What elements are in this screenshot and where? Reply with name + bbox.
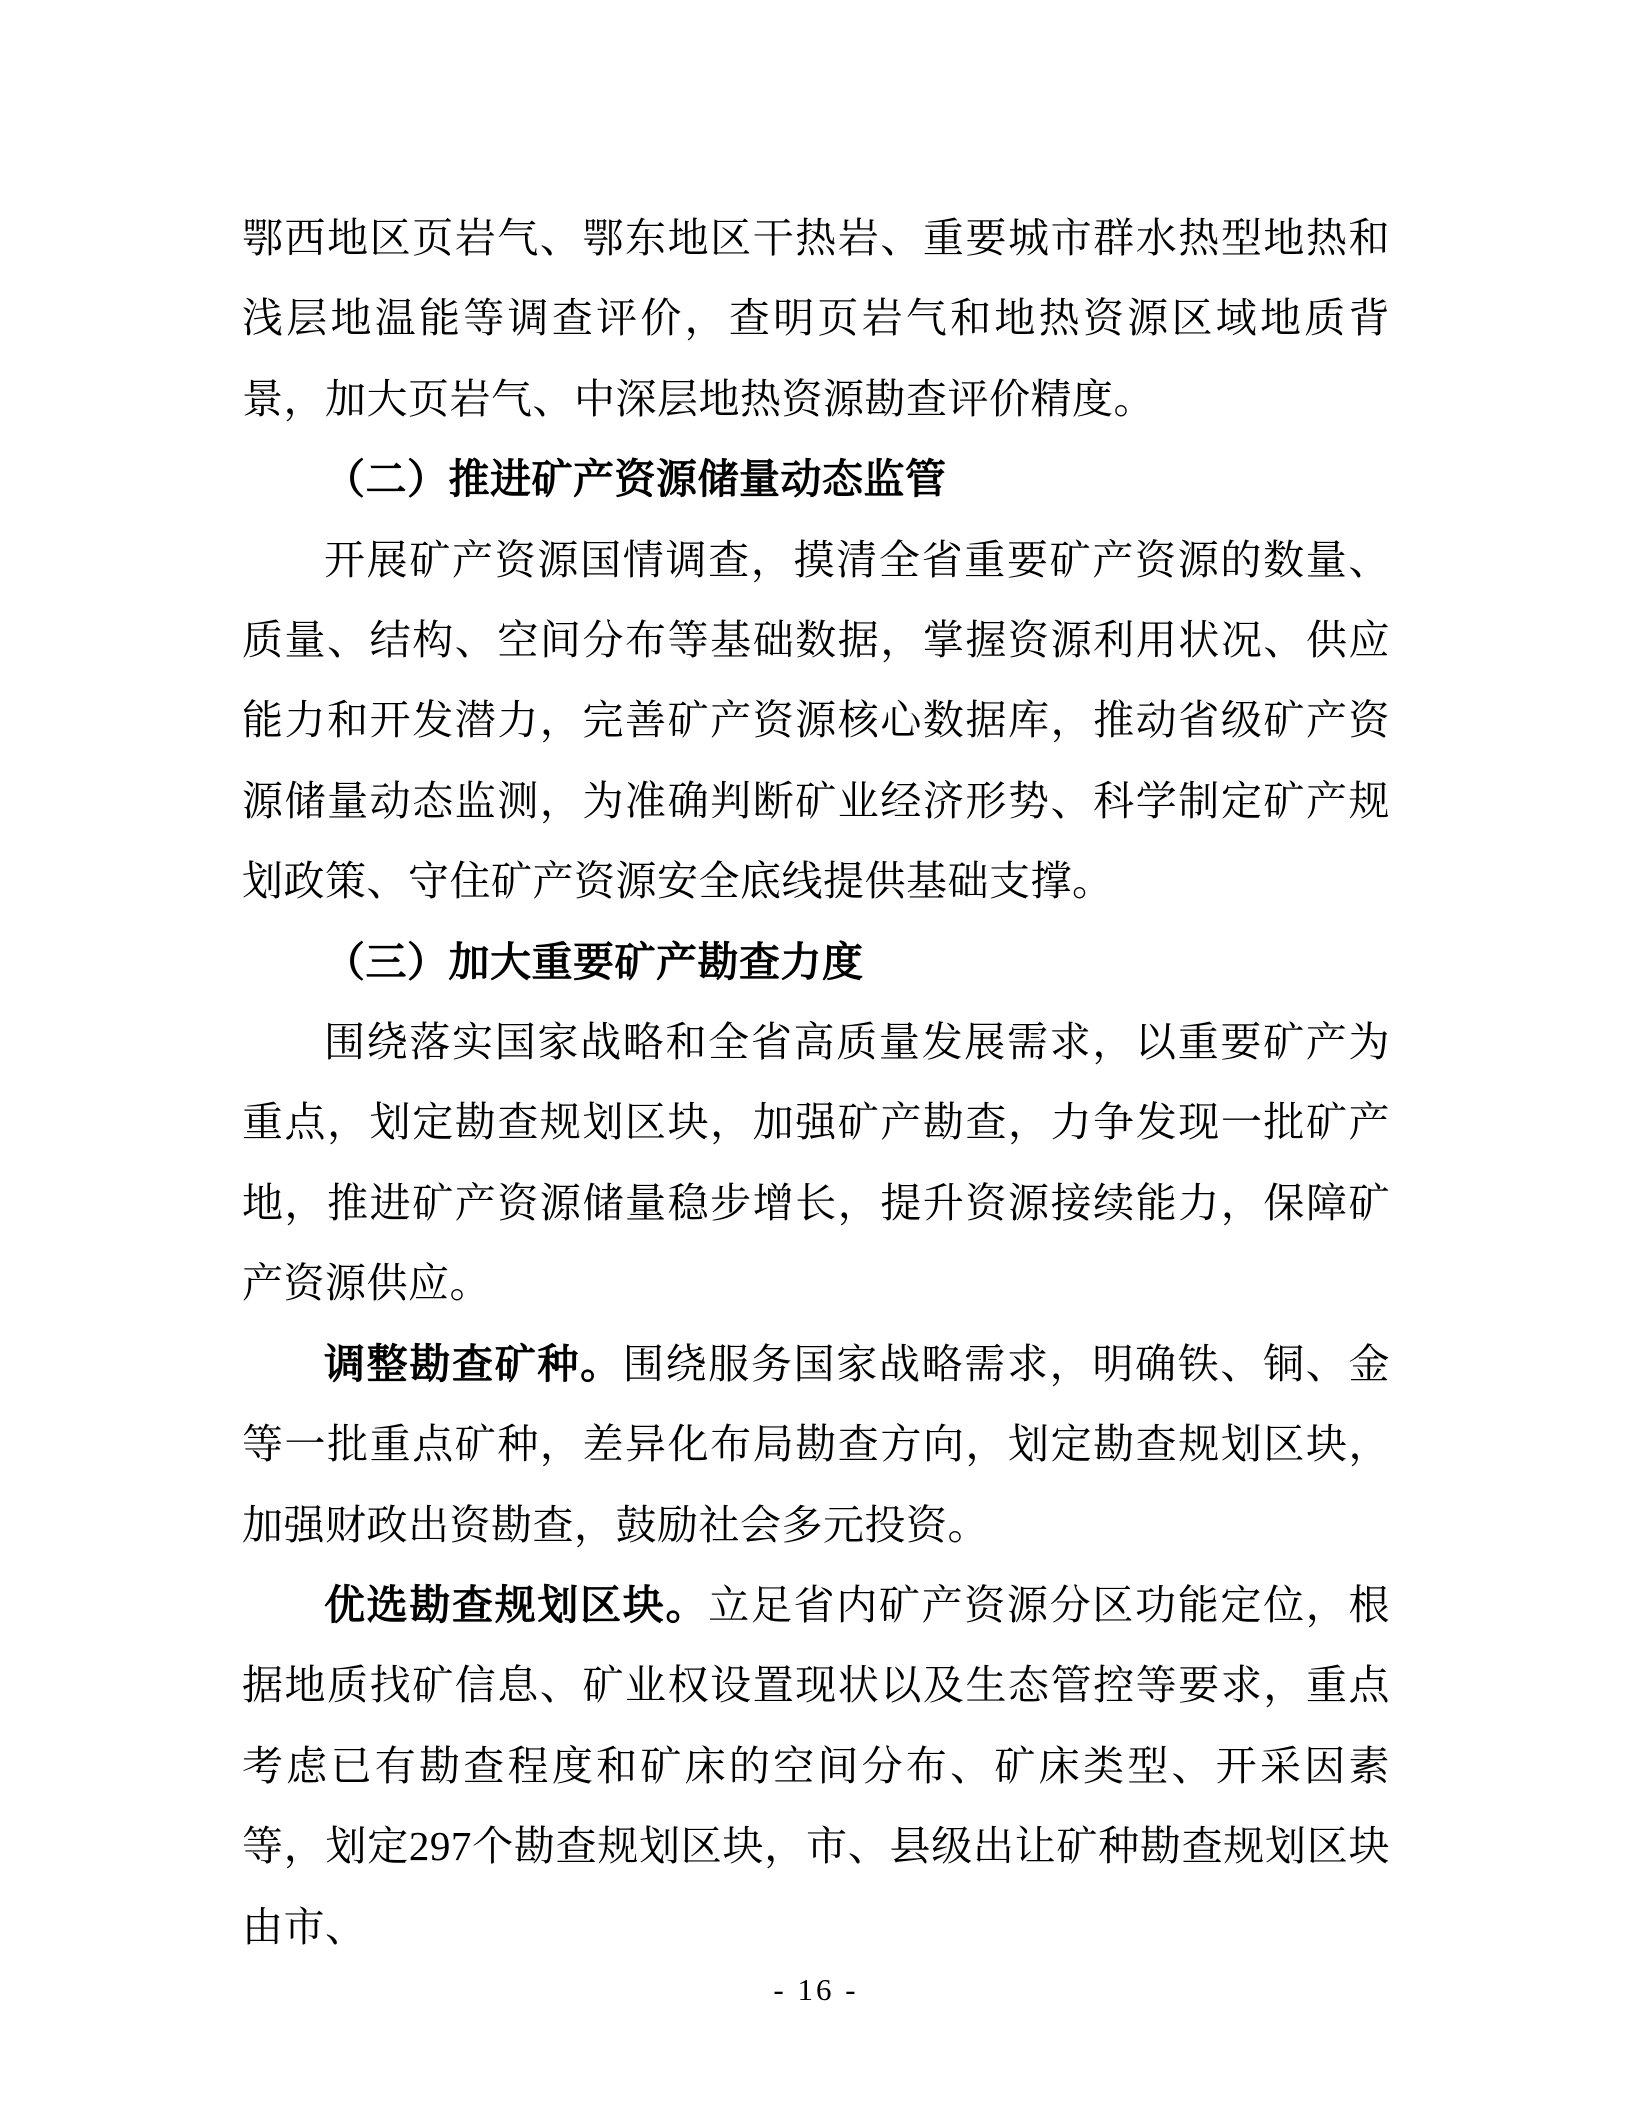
paragraph-lead: 调整勘查矿种。 — [324, 1340, 623, 1387]
paragraph — [242, 1565, 1390, 1967]
section-heading-3: （三）加大重要矿产勘查力度 — [324, 938, 864, 985]
paragraph — [242, 1324, 1390, 1565]
paragraph: 开展矿产资源国情调查，摸清全省重要矿产资源的数量、质量、结构、空间分布等基础数据，掌握资源利用状况、供应能力和开发潜力，完善矿产资源核心数据库，推动省级矿产资源储量动态监测，为准确判断矿业经济形势、科学制定矿产规划政策、守住矿产资源安全底线提供基础支撑。 — [242, 536, 1390, 905]
paragraph-text: 围绕服务国家战略需求，明确铁、铜、金等一批重点矿种，差异化布局勘查方向，划定勘查规划区块，加强财政出资勘查，鼓励社会多元投资。 — [242, 1340, 1390, 1548]
paragraph-text: 立足省内矿产资源分区功能定位，根据地质找矿信息、矿业权设置现状以及生态管控等要求，重点考虑已有勘查程度和矿床的空间分布、矿床类型、开采因素等，划定297个勘查规划区块，市、县级出让矿种勘查规划区块由市、 — [242, 1581, 1390, 1950]
page-number: - 16 - — [773, 1972, 859, 2007]
section-heading-2: （二）推进矿产资源储量动态监管 — [324, 456, 947, 503]
paragraph-continued: 鄂西地区页岩气、鄂东地区干热岩、重要城市群水热型地热和浅层地温能等调查评价，查明页岩气和地热资源区域地质背景，加大页岩气、中深层地热资源勘查评价精度。 — [242, 215, 1390, 422]
paragraph: 围绕落实国家战略和全省高质量发展需求，以重要矿产为重点，划定勘查规划区块，加强矿产勘查，力争发现一批矿产地，推进矿产资源储量稳步增长，提升资源接续能力，保障矿产资源供应。 — [242, 1019, 1390, 1307]
document-body — [242, 198, 1390, 1967]
paragraph-lead: 优选勘查规划区块。 — [324, 1581, 709, 1628]
